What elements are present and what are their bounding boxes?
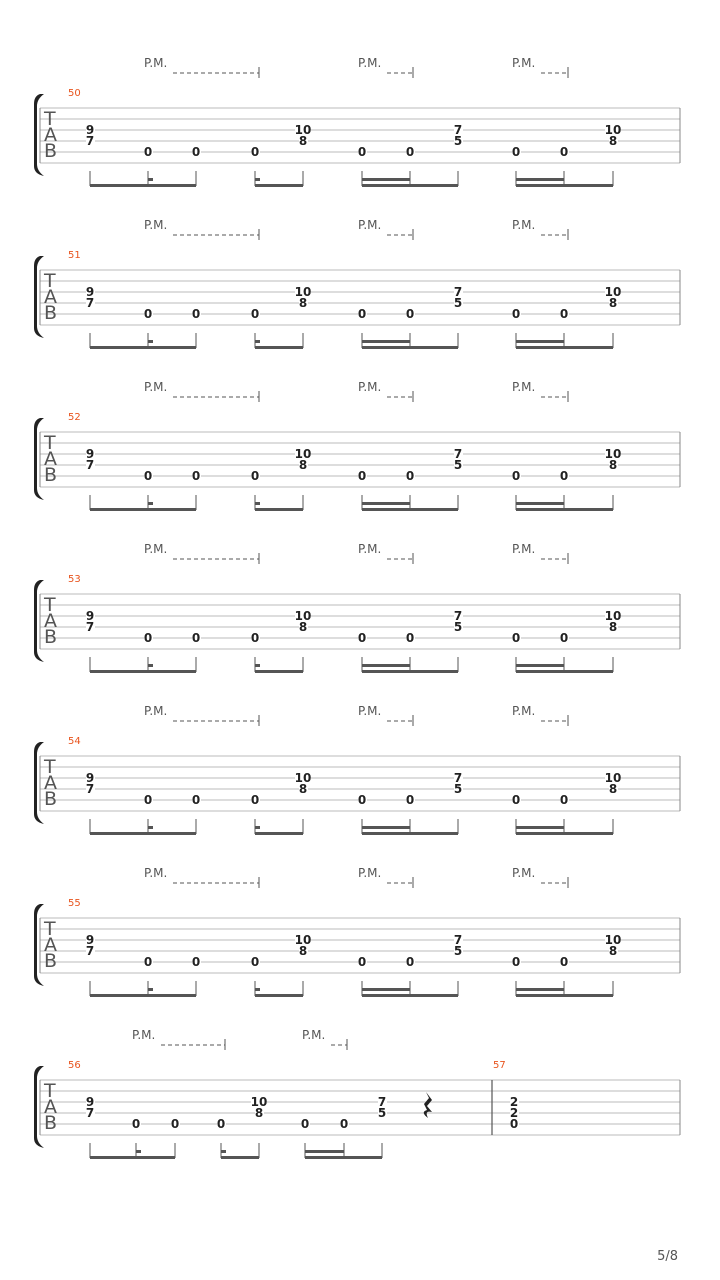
tab-clef-b: B (44, 788, 58, 810)
system-bracket (34, 256, 44, 338)
fret-number: 7 (85, 296, 95, 310)
beam (516, 346, 613, 349)
system-54 (34, 704, 680, 835)
fret-number: 7 (453, 771, 463, 785)
fret-number: 10 (294, 933, 312, 947)
tab-clef-a: A (44, 448, 57, 470)
fret-number: 0 (357, 955, 367, 969)
system-bracket (34, 580, 44, 662)
fret-number: 0 (357, 793, 367, 807)
fret-number: 8 (298, 944, 308, 958)
beam (221, 1156, 259, 1159)
fret-number: 0 (191, 469, 201, 483)
fret-number: 2 (509, 1095, 519, 1109)
secondary-beam (362, 340, 410, 343)
beam (305, 1156, 382, 1159)
tab-clef-b: B (44, 626, 58, 648)
palm-mute-label: P.M. (358, 704, 382, 718)
fret-number: 7 (453, 609, 463, 623)
fret-number: 7 (453, 123, 463, 137)
secondary-beam (362, 178, 410, 181)
fret-number: 10 (604, 123, 622, 137)
fret-number: 0 (191, 955, 201, 969)
fret-number: 0 (405, 631, 415, 645)
fret-number: 9 (85, 933, 95, 947)
system-bracket (34, 904, 44, 986)
fret-number: 5 (453, 782, 463, 796)
fret-number: 8 (298, 458, 308, 472)
beam (255, 832, 303, 835)
secondary-beam (362, 826, 410, 829)
fret-number: 8 (608, 782, 618, 796)
fret-number: 0 (357, 631, 367, 645)
secondary-beam (516, 988, 564, 991)
fret-number: 0 (559, 793, 569, 807)
tab-clef-b: B (44, 140, 58, 162)
fret-number: 0 (143, 631, 153, 645)
fret-number: 0 (511, 307, 521, 321)
tab-clef-t: T (44, 108, 56, 130)
secondary-beam (255, 340, 260, 343)
fret-number: 5 (453, 134, 463, 148)
secondary-beam (516, 178, 564, 181)
fret-number: 10 (294, 285, 312, 299)
fret-number: 8 (298, 782, 308, 796)
beam (90, 346, 196, 349)
fret-number: 0 (559, 631, 569, 645)
fret-number: 0 (357, 307, 367, 321)
tab-clef-a: A (44, 286, 57, 308)
fret-number: 0 (250, 631, 260, 645)
secondary-beam (136, 1150, 141, 1153)
fret-number: 8 (254, 1106, 264, 1120)
beam (255, 508, 303, 511)
fret-number: 0 (143, 955, 153, 969)
beam (90, 1156, 175, 1159)
bar-number: 51 (68, 250, 81, 261)
tab-clef-t: T (44, 1080, 56, 1102)
palm-mute-label: P.M. (358, 56, 382, 70)
fret-number: 10 (294, 771, 312, 785)
beam (362, 670, 458, 673)
fret-number: 10 (294, 447, 312, 461)
fret-number: 0 (511, 793, 521, 807)
fret-number: 9 (85, 609, 95, 623)
fret-number: 10 (604, 771, 622, 785)
fret-number: 10 (604, 285, 622, 299)
fret-number: 0 (143, 469, 153, 483)
palm-mute-label: P.M. (358, 380, 382, 394)
secondary-beam (255, 988, 260, 991)
beam (90, 670, 196, 673)
fret-number: 8 (608, 458, 618, 472)
bar-number: 53 (68, 574, 81, 585)
fret-number: 9 (85, 123, 95, 137)
bar-number: 56 (68, 1060, 81, 1071)
fret-number: 0 (143, 145, 153, 159)
fret-number: 10 (604, 609, 622, 623)
bar-number: 50 (68, 88, 81, 99)
beam (516, 184, 613, 187)
beam (90, 832, 196, 835)
fret-number: 7 (377, 1095, 387, 1109)
palm-mute-label: P.M. (302, 1028, 326, 1042)
fret-number: 0 (511, 631, 521, 645)
fret-number: 10 (604, 933, 622, 947)
palm-mute-label: P.M. (144, 704, 168, 718)
system-53 (34, 542, 680, 673)
fret-number: 8 (608, 134, 618, 148)
fret-number: 7 (453, 933, 463, 947)
fret-number: 7 (85, 944, 95, 958)
fret-number: 0 (216, 1117, 226, 1131)
fret-number: 0 (559, 307, 569, 321)
bar-number: 57 (493, 1060, 506, 1071)
palm-mute-label: P.M. (512, 542, 536, 556)
fret-number: 9 (85, 447, 95, 461)
fret-number: 5 (453, 620, 463, 634)
secondary-beam (516, 340, 564, 343)
beam (362, 994, 458, 997)
fret-number: 9 (85, 285, 95, 299)
secondary-beam (305, 1150, 344, 1153)
fret-number: 9 (85, 771, 95, 785)
fret-number: 7 (85, 782, 95, 796)
fret-number: 7 (85, 134, 95, 148)
fret-number: 0 (357, 469, 367, 483)
bar-number: 52 (68, 412, 81, 423)
fret-number: 2 (509, 1106, 519, 1120)
secondary-beam (148, 340, 153, 343)
beam (516, 832, 613, 835)
fret-number: 8 (608, 296, 618, 310)
fret-number: 10 (250, 1095, 268, 1109)
fret-number: 0 (191, 307, 201, 321)
secondary-beam (148, 178, 153, 181)
fret-number: 7 (453, 285, 463, 299)
fret-number: 0 (131, 1117, 141, 1131)
fret-number: 7 (85, 1106, 95, 1120)
beam (90, 994, 196, 997)
palm-mute-label: P.M. (512, 218, 536, 232)
tab-clef-t: T (44, 756, 56, 778)
secondary-beam (362, 988, 410, 991)
secondary-beam (255, 826, 260, 829)
fret-number: 0 (143, 307, 153, 321)
tab-clef-t: T (44, 594, 56, 616)
fret-number: 0 (559, 469, 569, 483)
tab-clef-t: T (44, 918, 56, 940)
secondary-beam (516, 664, 564, 667)
page-number: 5/8 (657, 1249, 678, 1264)
palm-mute-label: P.M. (358, 218, 382, 232)
beam (255, 346, 303, 349)
fret-number: 0 (191, 631, 201, 645)
beam (362, 184, 458, 187)
secondary-beam (221, 1150, 226, 1153)
fret-number: 0 (559, 955, 569, 969)
fret-number: 0 (405, 469, 415, 483)
secondary-beam (362, 502, 410, 505)
fret-number: 0 (405, 955, 415, 969)
fret-number: 0 (250, 145, 260, 159)
fret-number: 0 (405, 793, 415, 807)
fret-number: 0 (405, 307, 415, 321)
palm-mute-label: P.M. (144, 380, 168, 394)
fret-number: 10 (604, 447, 622, 461)
fret-number: 10 (294, 123, 312, 137)
palm-mute-label: P.M. (512, 866, 536, 880)
fret-number: 7 (453, 447, 463, 461)
system-55 (34, 866, 680, 997)
system-56 (34, 1028, 680, 1159)
fret-number: 0 (511, 145, 521, 159)
bar-number: 54 (68, 736, 81, 747)
palm-mute-label: P.M. (132, 1028, 156, 1042)
tab-clef-a: A (44, 124, 57, 146)
secondary-beam (362, 664, 410, 667)
beam (362, 346, 458, 349)
tab-clef-a: A (44, 610, 57, 632)
palm-mute-label: P.M. (144, 56, 168, 70)
fret-number: 0 (405, 145, 415, 159)
system-50 (34, 56, 680, 187)
beam (516, 508, 613, 511)
fret-number: 0 (250, 955, 260, 969)
palm-mute-label: P.M. (144, 542, 168, 556)
fret-number: 8 (298, 620, 308, 634)
palm-mute-label: P.M. (358, 542, 382, 556)
bar-number: 55 (68, 898, 81, 909)
fret-number: 8 (298, 296, 308, 310)
system-51 (34, 218, 680, 349)
tab-clef-t: T (44, 432, 56, 454)
tab-clef-b: B (44, 1112, 58, 1134)
tab-clef-a: A (44, 1096, 57, 1118)
tab-clef-a: A (44, 934, 57, 956)
fret-number: 7 (85, 458, 95, 472)
system-52 (34, 380, 680, 511)
fret-number: 10 (294, 609, 312, 623)
system-bracket (34, 418, 44, 500)
tab-clef-t: T (44, 270, 56, 292)
fret-number: 0 (357, 145, 367, 159)
system-bracket (34, 94, 44, 176)
fret-number: 5 (377, 1106, 387, 1120)
beam (516, 994, 613, 997)
secondary-beam (516, 826, 564, 829)
secondary-beam (255, 664, 260, 667)
fret-number: 9 (85, 1095, 95, 1109)
fret-number: 0 (191, 793, 201, 807)
secondary-beam (148, 502, 153, 505)
secondary-beam (148, 988, 153, 991)
system-bracket (34, 1066, 44, 1148)
beam (90, 508, 196, 511)
fret-number: 0 (191, 145, 201, 159)
fret-number: 0 (300, 1117, 310, 1131)
fret-number: 0 (511, 955, 521, 969)
fret-number: 5 (453, 296, 463, 310)
tab-clef-b: B (44, 464, 58, 486)
fret-number: 0 (509, 1117, 519, 1131)
secondary-beam (148, 664, 153, 667)
fret-number: 5 (453, 458, 463, 472)
fret-number: 5 (453, 944, 463, 958)
fret-number: 0 (250, 469, 260, 483)
fret-number: 8 (608, 620, 618, 634)
fret-number: 0 (511, 469, 521, 483)
fret-number: 8 (298, 134, 308, 148)
fret-number: 0 (339, 1117, 349, 1131)
tab-clef-b: B (44, 302, 58, 324)
fret-number: 8 (608, 944, 618, 958)
beam (255, 994, 303, 997)
fret-number: 0 (143, 793, 153, 807)
tab-clef-a: A (44, 772, 57, 794)
system-bracket (34, 742, 44, 824)
palm-mute-label: P.M. (358, 866, 382, 880)
fret-number: 0 (250, 307, 260, 321)
secondary-beam (255, 502, 260, 505)
secondary-beam (516, 502, 564, 505)
palm-mute-label: P.M. (512, 380, 536, 394)
palm-mute-label: P.M. (144, 866, 168, 880)
beam (362, 832, 458, 835)
beam (362, 508, 458, 511)
fret-number: 7 (85, 620, 95, 634)
fret-number: 0 (170, 1117, 180, 1131)
beam (90, 184, 196, 187)
tab-clef-b: B (44, 950, 58, 972)
beam (255, 184, 303, 187)
palm-mute-label: P.M. (144, 218, 168, 232)
palm-mute-label: P.M. (512, 56, 536, 70)
fret-number: 0 (559, 145, 569, 159)
beam (516, 670, 613, 673)
fret-number: 0 (250, 793, 260, 807)
beam (255, 670, 303, 673)
secondary-beam (148, 826, 153, 829)
secondary-beam (255, 178, 260, 181)
palm-mute-label: P.M. (512, 704, 536, 718)
quarter-rest-icon (424, 1092, 432, 1118)
